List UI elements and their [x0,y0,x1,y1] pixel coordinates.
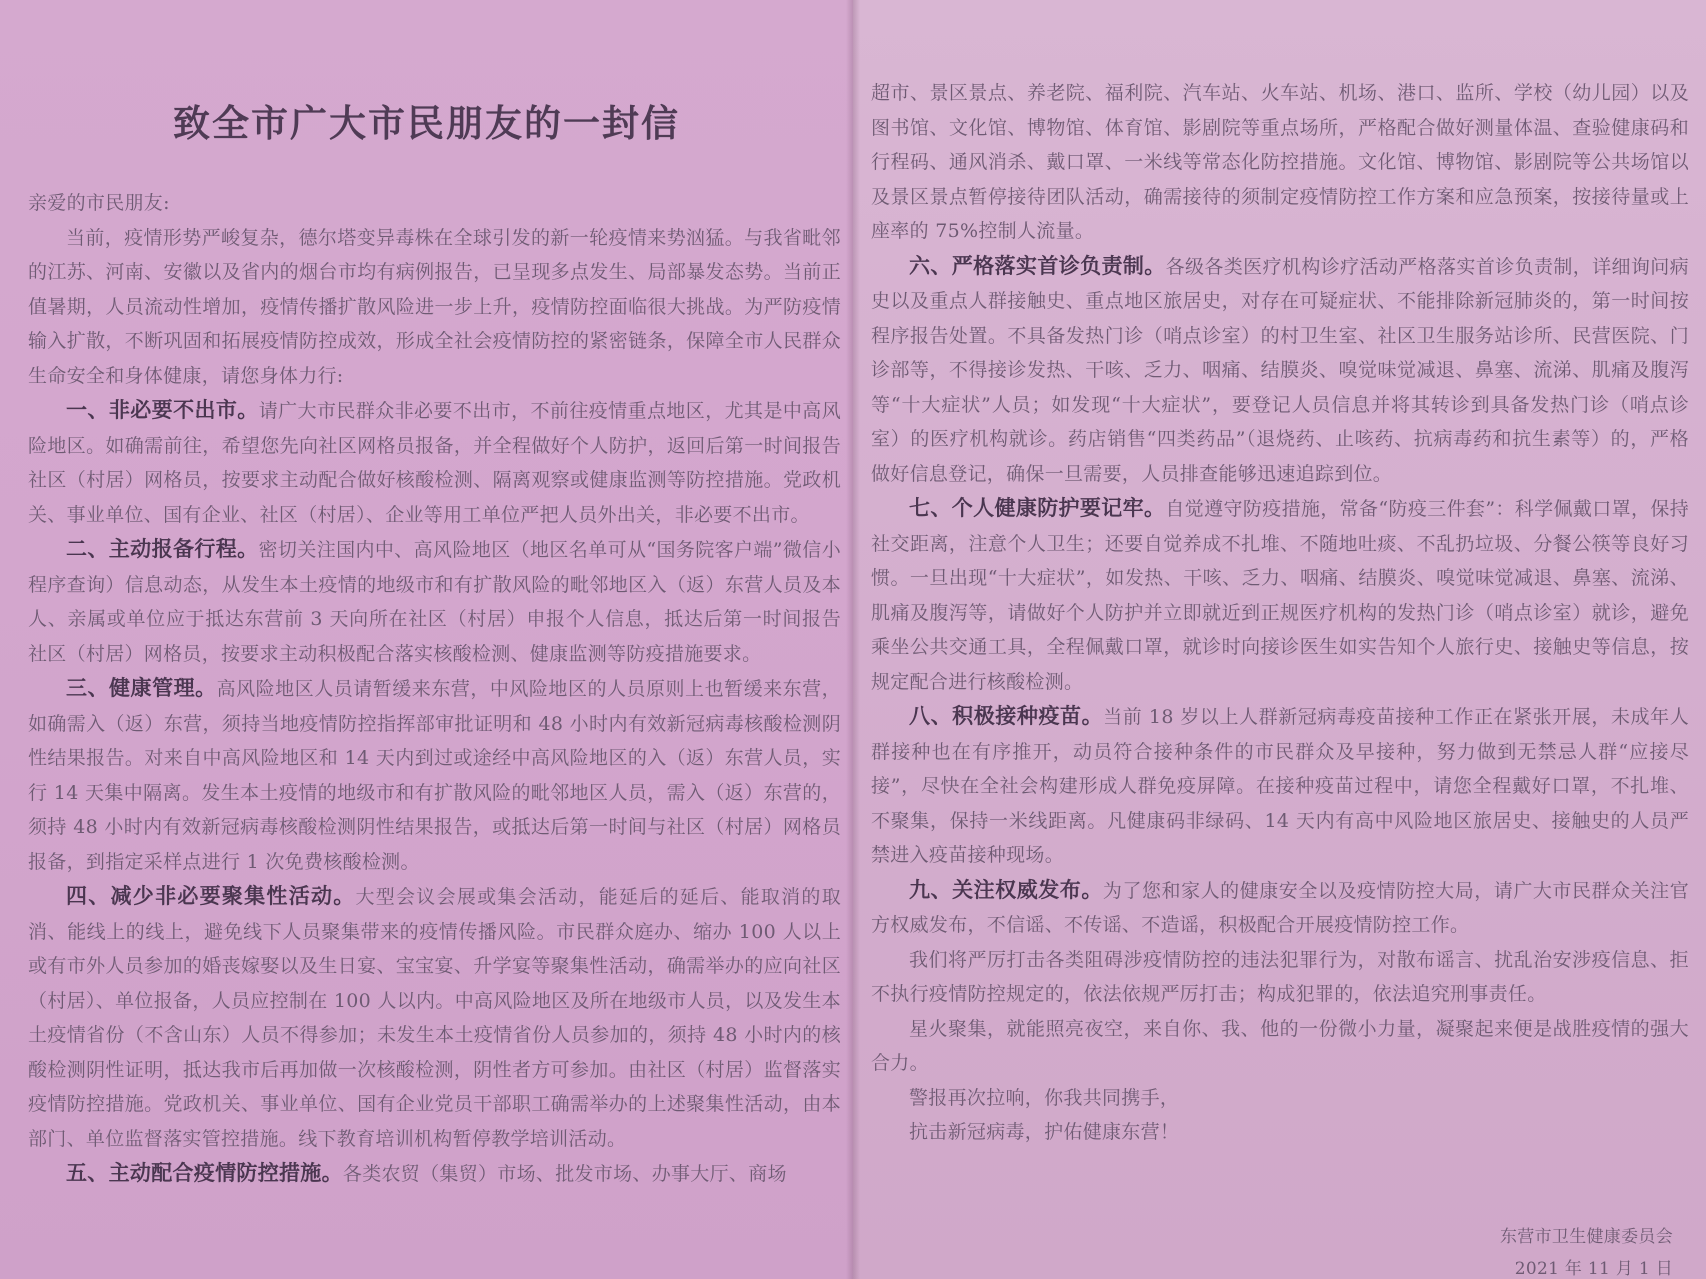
right-page [853,0,1706,1279]
section-7 [871,491,1689,699]
section-5-heading: 五、主动配合疫情防控措施。 [66,1160,343,1185]
salutation: 亲爱的市民朋友: [28,192,170,214]
closing-line-1: 警报再次拉响，你我共同携手， [909,1086,1180,1109]
letter-date: 2021 年 11 月 1 日 [1514,1259,1673,1279]
unity-paragraph: 星火聚集，就能照亮夜空，来自你、我、他的一份微小力量，凝聚起来便是战胜疫情的强大合力。 [871,1017,1689,1074]
left-page-body [28,186,841,1192]
section-1-body: 请广大市民群众非必要不出市，不前往疫情重点地区，尤其是中高风险地区。如确需前往，希望您先向社区网格员报备，并全程做好个人防护，返回后第一时间报告社区（村居）网格员，按要求主动配合做好核酸检测、隔离观察或健康监测等防控措施。党政机关、事业单位、国有企业、社区（村居）、企业等用工单位严把人员外出关，非必要不出市。 [28,400,841,526]
section-9-heading: 九、关注权威发布。 [909,876,1103,902]
section-6-body: 各级各类医疗机构诊疗活动严格落实首诊负责制，详细询问病史以及重点人群接触史、重点地区旅居史，对存在可疑症状、不能排除新冠肺炎的，第一时间按程序报告处置。不具备发热门诊（哨点诊室）的村卫生室、社区卫生服务站诊所、民营医院、门诊部等，不得接诊发热、干咳、乏力、咽痛、结膜炎、嗅觉味觉减退、鼻塞、流涕、肌痛及腹泻等“十大症状”人员；如发现“十大症状”，要登记人员信息并将其转诊到具备发热门诊（哨点诊室）的医疗机构就诊。药店销售“四类药品”（退烧药、止咳药、抗病毒药和抗生素等）的，严格做好信息登记，确保一旦需要，人员排查能够迅速追踪到位。 [871,255,1689,485]
section-7-body: 自觉遵守防疫措施，常备“防疫三件套”：科学佩戴口罩，保持社交距离，注意个人卫生；还要自觉养成不扎堆、不随地吐痰、不乱扔垃圾、分餐公筷等良好习惯。一旦出现“十大症状”，如发热、干咳、乏力、咽痛、结膜炎、嗅觉味觉减退、鼻塞、流涕、肌痛及腹泻等，请做好个人防护并立即就近到正规医疗机构的发热门诊（哨点诊室）就诊，避免乘坐公共交通工具，全程佩戴口罩，就诊时向接诊医生如实告知个人旅行史、接触史等信息，按规定配合进行核酸检测。 [871,498,1689,693]
section-8 [871,699,1689,873]
section-4 [28,879,841,1156]
section-5-continued: 超市、景区景点、养老院、福利院、汽车站、火车站、机场、港口、监所、学校（幼儿园）以及图书馆、文化馆、博物馆、体育馆、影剧院等重点场所，严格配合做好测量体温、查验健康码和行程码、通风消杀、戴口罩、一米线等常态化防控措施。文化馆、博物馆、影剧院等公共场馆以及景区景点暂停接待团队活动，确需接待的须制定疫情防控工作方案和应急预案，按接待量或上座率的 75%控制人流量。 [871,82,1689,242]
section-4-body: 大型会议会展或集会活动，能延后的延后、能取消的取消、能线上的线上，避免线下人员聚集带来的疫情传播风险。市民群众庭办、缩办 100 人以上或有市外人员参加的婚丧嫁娶以及生日宴、宝宝宴、升学宴等聚集性活动，确需举办的应向社区（村居）、单位报备，人员应控制在 100 人以内。中高风险地区及所在地级市人员，以及发生本土疫情省份（不含山东）人员不得参加；未发生本土疫情省份人员参加的，须持 48 小时内的核酸检测阴性证明，抵达我市后再加做一次核酸检测，阴性者方可参加。由社区（村居）监督落实疫情防控措施。党政机关、事业单位、国有企业党员干部职工确需举办的上述聚集性活动，由本部门、单位监督落实管控措施。线下教育培训机构暂停教学培训活动。 [28,886,841,1150]
section-3-heading: 三、健康管理。 [66,675,217,700]
page-fold [846,0,860,1279]
section-3 [28,671,841,879]
section-2 [28,532,841,671]
section-7-heading: 七、个人健康防护要记牢。 [909,495,1166,520]
section-8-heading: 八、积极接种疫苗。 [909,703,1104,728]
section-2-heading: 二、主动报备行程。 [66,536,259,561]
section-8-body: 当前 18 岁以上人群新冠病毒疫苗接种工作正在紧张开展，未成年人群接种也在有序推开，动员符合接种条件的市民群众及早接种，努力做到无禁忌人群“应接尽接”，尽快在全社会构建形成人群免疫屏障。在接种疫苗过程中，请您全程戴好口罩，不扎堆、不聚集，保持一米线距离。凡健康码非绿码、14 天内有高中风险地区旅居史、接触史的人员严禁进入疫苗接种现场。 [871,706,1689,866]
letter-title: 致全市广大市民朋友的一封信 [173,101,680,145]
section-6 [871,249,1689,492]
intro-paragraph: 当前，疫情形势严峻复杂，德尔塔变异毒株在全球引发的新一轮疫情来势汹猛。与我省毗邻的江苏、河南、安徽以及省内的烟台市均有病例报告，已呈现多点发生、局部暴发态势。当前正值暑期，人员流动性增加，疫情传播扩散风险进一步上升，疫情防控面临很大挑战。为严防疫情输入扩散，不断巩固和拓展疫情防控成效，形成全社会疫情防控的紧密链条，保障全市人民群众生命安全和身体健康，请您身体力行: [28,226,841,387]
section-1 [28,393,841,532]
closing-line-2: 抗击新冠病毒，护佑健康东营！ [909,1121,1180,1143]
section-9 [871,873,1689,943]
section-2-body: 密切关注国内中、高风险地区（地区名单可从“国务院客户端”微信小程序查询）信息动态，从发生本土疫情的地级市和有扩散风险的毗邻地区入（返）东营人员及本人、亲属或单位应于抵达东营前 3 天向所在社区（村居）申报个人信息，抵达后第一时间报告社区（村居）网格员，按要求主动积极配合落实核酸检测、健康监测等防疫措施要求。 [28,539,841,665]
section-3-body: 高风险地区人员请暂缓来东营，中风险地区的人员原则上也暂缓来东营，如确需入（返）东营，须持当地疫情防控指挥部审批证明和 48 小时内有效新冠病毒核酸检测阴性结果报告。对来自中高风险地区和 14 天内到过或途经中高风险地区的入（返）东营人员，实行 14 天集中隔离。发生本土疫情的地级市和有扩散风险的毗邻地区人员，需入（返）东营的，须持 48 小时内有效新冠病毒核酸检测阴性结果报告，或抵达后第一时间与社区（村居）网格员报备，到指定采样点进行 1 次免费核酸检测。 [28,678,841,873]
section-1-heading: 一、非必要不出市。 [66,397,259,422]
section-5 [28,1156,841,1192]
right-page-body [871,76,1689,1150]
section-9-body: 为了您和家人的健康安全以及疫情防控大局，请广大市民群众关注官方权威发布，不信谣、不传谣、不造谣，积极配合开展疫情防控工作。 [871,879,1689,936]
warning-paragraph: 我们将严厉打击各类阻碍涉疫情防控的违法犯罪行为，对散布谣言、扰乱治安涉疫信息、拒不执行疫情防控规定的，依法依规严厉打击；构成犯罪的，依法追究刑事责任。 [871,948,1689,1005]
section-4-heading: 四、减少非必要聚集性活动。 [66,883,356,908]
section-6-heading: 六、严格落实首诊负责制。 [909,252,1166,278]
section-5-body: 各类农贸（集贸）市场、批发市场、办事大厅、商场 [342,1163,787,1185]
signature: 东营市卫生健康委员会 [1500,1227,1673,1247]
